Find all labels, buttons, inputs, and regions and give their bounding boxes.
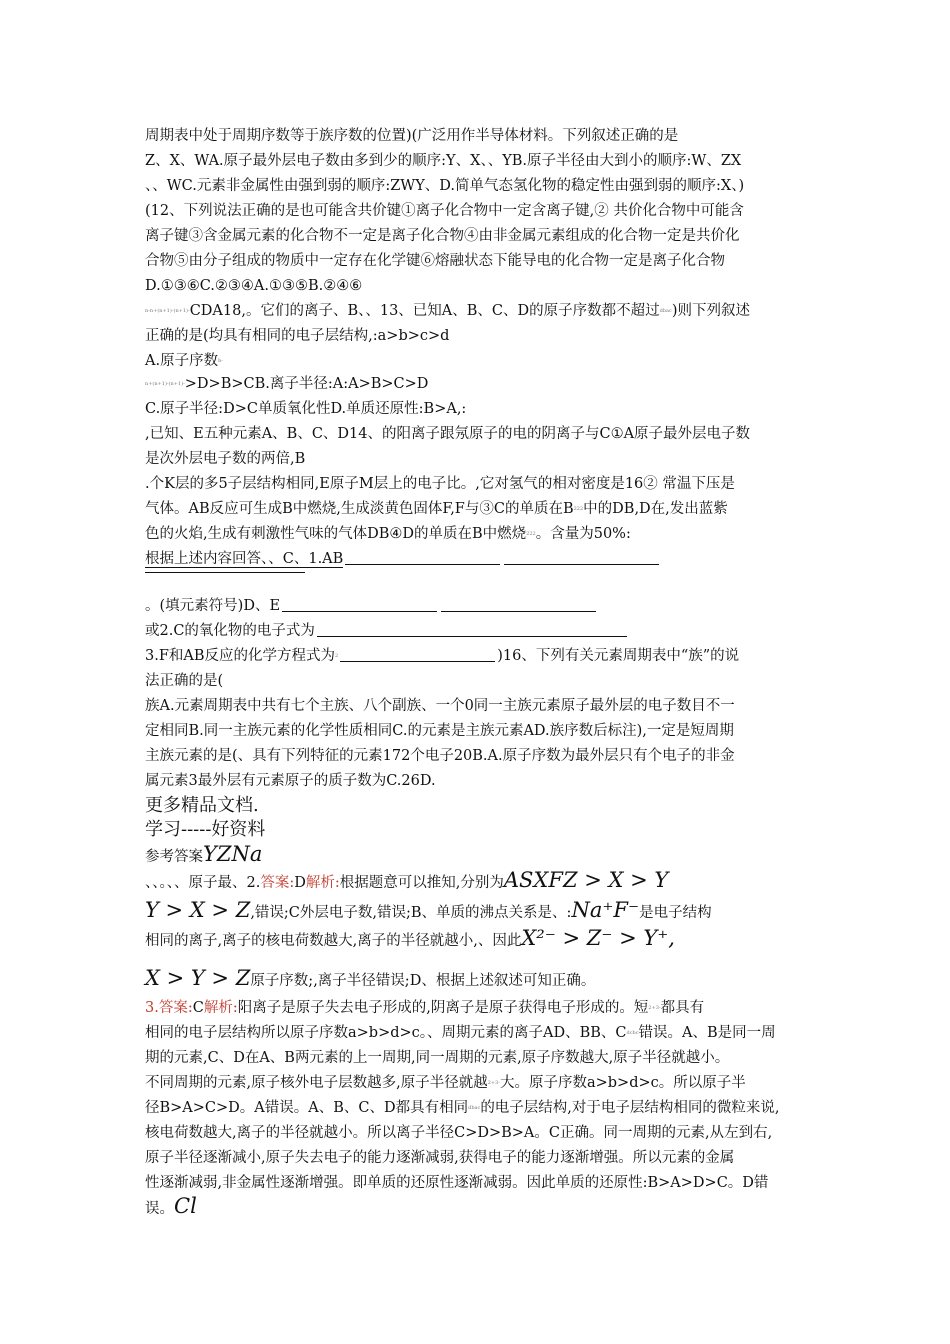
answer-blank[interactable]	[340, 647, 495, 662]
text-span: 色的火焰,生成有刺激性气味的气体DB④D的单质在B中燃烧	[145, 526, 527, 542]
text-line: 定相同B.同一主族元素的化学性质相同C.的元素是主族元素AD.族序数后标注),一定是短周期	[145, 723, 734, 739]
text-line: Z、X、WA.原子最外层电子数由多到少的顺序:Y、X、、YB.原子半径由大到小的顺序:W、ZX	[145, 153, 742, 169]
fill-in-line	[145, 646, 739, 666]
text-span: 阳离子是原子失去电子形成的,阴离子是原子获得电子形成的。短	[237, 1000, 649, 1016]
text-line: 离子键③含金属元素的化合物不一定是离子化合物④由非金属元素组成的化合物一定是共价化	[145, 228, 740, 244]
text-span: 的电子层结构,对于电子层结构相同的微粒来说,	[480, 1100, 780, 1116]
text-span: 原子序数;,离子半径错误;D、根据上述叙述可知正确。	[250, 973, 596, 989]
text-line: 合物⑤由分子组成的物质中一定存在化学键⑥熔融状态下能导电的化合物一定是离子化合物	[145, 253, 725, 269]
footer-more-docs: 更多精品文档.	[145, 795, 259, 816]
subscript-note: 222	[526, 531, 536, 537]
footer-study: 学习-----好资料	[145, 819, 266, 840]
text-span: 3.F和AB反应的化学方程式为	[145, 648, 336, 664]
math-expression: ASXFZ > X > Y	[503, 868, 669, 892]
text-span: 相同的电子层结构所以原子序数a>b>d>c。、周期元素的离子AD、BB、C	[145, 1025, 627, 1041]
subscript-note: n-n+(n+1)-(n+1)-	[145, 308, 190, 314]
text-line	[145, 1098, 780, 1118]
subscript-note: 222	[573, 506, 584, 512]
subscript-note: 2+3-	[487, 1080, 500, 1086]
text-line	[145, 900, 712, 923]
subscript-note: n+(n+1)-(n+1)-	[145, 381, 185, 387]
text-span: 、、。、、原子最、2.	[145, 875, 261, 891]
text-span: 或2.C的氧化物的电子式为	[145, 623, 315, 639]
text-line: 法正确的是(	[145, 673, 224, 689]
text-span: >D>B>CB.离子半径:A:A>B>C>D	[184, 376, 429, 392]
answer-label: 答案:	[158, 1000, 193, 1016]
text-span: CDA18,。它们的离子、B、、13、已知A、B、C、D的原子序数都不超过	[189, 303, 660, 319]
text-line: .个K层的多5子层结构相同,E原子M层上的电子比。,它对氢气的相对密度是16② 常温下压是	[145, 476, 735, 492]
text-line: 周期表中处于周期序数等于族序数的位置)(广泛用作半导体材料。下列叙述正确的是	[145, 128, 679, 144]
question-13-line	[145, 301, 750, 321]
answer-blank[interactable]	[504, 550, 659, 565]
text-line: D.①③⑥C.②③④A.①③⑤B.②④⑥	[145, 278, 363, 294]
math-expression: Cl	[174, 1194, 197, 1218]
text-span: 根据上述内容回答、、C、1.AB	[145, 551, 344, 567]
subscript-note: dbac	[468, 1105, 481, 1111]
text-line: 性逐渐减弱,非金属性逐渐增强。即单质的还原性逐渐减弱。因此单质的还原性:B>A>D>C。D错	[145, 1175, 769, 1191]
text-line: 期的元素,C、D在A、B两元素的上一周期,同一周期的元素,原子序数越大,原子半径就越小。	[145, 1050, 730, 1066]
subscript-note: dcbc	[626, 1030, 639, 1036]
text-span: 根据题意可以推知,分别为	[339, 875, 504, 891]
text-span: ,错误;C外层电子数,错误;B、单质的沸点关系是、:	[250, 905, 572, 921]
option-line	[145, 351, 223, 371]
fill-in-line	[145, 621, 629, 641]
text-line: 核电荷数越大,离子的半径就越小。所以离子半径C>D>B>A。C正确。同一周期的元素,从左到右,	[145, 1125, 773, 1141]
text-span: )16、下列有关元素周期表中“族”的说	[497, 648, 740, 664]
text-span: 相同的离子,离子的核电荷数越大,离子的半径就越小,、因此	[145, 933, 522, 949]
fill-in-line	[145, 596, 598, 616]
text-line: 是次外层电子数的两倍,B	[145, 451, 306, 467]
text-line	[145, 499, 728, 519]
text-span: A.原子序数	[145, 353, 219, 369]
text-line: 正确的是(均具有相同的电子层结构,:a>b>c>d	[145, 328, 450, 344]
text-line: ,已知、E五种元素A、B、C、D14、的阳离子跟氖原子的电的阴离子与C①A原子最外层电子数	[145, 426, 751, 442]
text-line	[145, 928, 675, 951]
text-span: 径B>A>C>D。A错误。A、B、C、D都具有相同	[145, 1100, 469, 1116]
option-line: C.原子半径:D>C单质氧化性D.单质还原性:B>A,:	[145, 401, 467, 417]
analysis-label: 解析:	[305, 875, 340, 891]
math-expression: X²⁻ > Z⁻ > Y⁺,	[521, 926, 675, 950]
answer-blank[interactable]	[317, 622, 627, 637]
subscript-note: b-	[218, 358, 223, 364]
text-span: 。含量为50%:	[535, 526, 631, 542]
subscript-note: 2	[335, 653, 339, 659]
answer-3-line	[145, 998, 704, 1018]
answer-value: D	[294, 875, 306, 891]
text-span: 误。	[145, 1201, 174, 1217]
text-span: 错误。A、B是同一周	[638, 1025, 776, 1041]
answers-title: 参考答案	[145, 849, 203, 865]
text-line: 主族元素的是(、具有下列特征的元素172个电子20B.A.原子序数为最外层只有个电子的非金	[145, 748, 735, 764]
text-line: 原子半径逐渐减小,原子失去电子的能力逐渐减弱,获得电子的能力逐渐增强。所以元素的金属	[145, 1150, 735, 1166]
option-line	[145, 374, 428, 394]
answer-number: 3.	[145, 1000, 159, 1016]
text-line: 、、WC.元素非金属性由强到弱的顺序:ZWY、D.简单气态氢化物的稳定性由强到弱的顺序:X、)	[145, 178, 745, 194]
math-expression: YZNa	[203, 842, 263, 866]
subscript-note: 2+3-	[648, 1005, 661, 1011]
text-span: 。(填元素符号)D、E	[145, 598, 281, 614]
math-expression: X > Y > Z	[145, 966, 251, 990]
math-expression: Y > X > Z	[145, 898, 251, 922]
text-span: 不同周期的元素,原子核外电子层数越多,原子半径就越	[145, 1075, 488, 1091]
text-line	[145, 524, 631, 544]
text-span: 气体。AB反应可生成B中燃烧,生成淡黄色固体F,F与③C的单质在B	[145, 501, 574, 517]
text-line: 族A.元素周期表中共有七个主族、八个副族、一个0同一主族元素原子最外层的电子数目不一	[145, 698, 735, 714]
answer-blank[interactable]	[441, 597, 596, 612]
answer-blank[interactable]	[345, 550, 500, 565]
text-span: 大。原子序数a>b>d>c。所以原子半	[499, 1075, 746, 1091]
text-span: 都具有	[660, 1000, 705, 1016]
text-span: 中的DB,D在,发出蓝紫	[583, 501, 728, 517]
text-line: (12、下列说法正确的是也可能含共价键①离子化合物中一定含离子键,② 共价化合物中可能含	[145, 203, 744, 219]
text-line	[145, 1073, 746, 1093]
math-expression: Na⁺F⁻	[571, 898, 640, 922]
answers-title-line	[145, 844, 262, 867]
answer-blank[interactable]	[145, 562, 305, 573]
answer-2-line	[145, 870, 668, 893]
answer-value: C	[192, 1000, 204, 1016]
text-line: 属元素3最外层有元素原子的质子数为C.26D.	[145, 773, 436, 789]
text-line	[145, 1196, 197, 1219]
text-span: )则下列叙述	[671, 303, 750, 319]
analysis-label: 解析:	[203, 1000, 238, 1016]
answer-label: 答案:	[260, 875, 295, 891]
text-line	[145, 968, 595, 991]
subscript-note: dbac	[659, 308, 672, 314]
answer-blank[interactable]	[282, 597, 437, 612]
text-span: 是电子结构	[639, 905, 712, 921]
text-line	[145, 1023, 776, 1043]
